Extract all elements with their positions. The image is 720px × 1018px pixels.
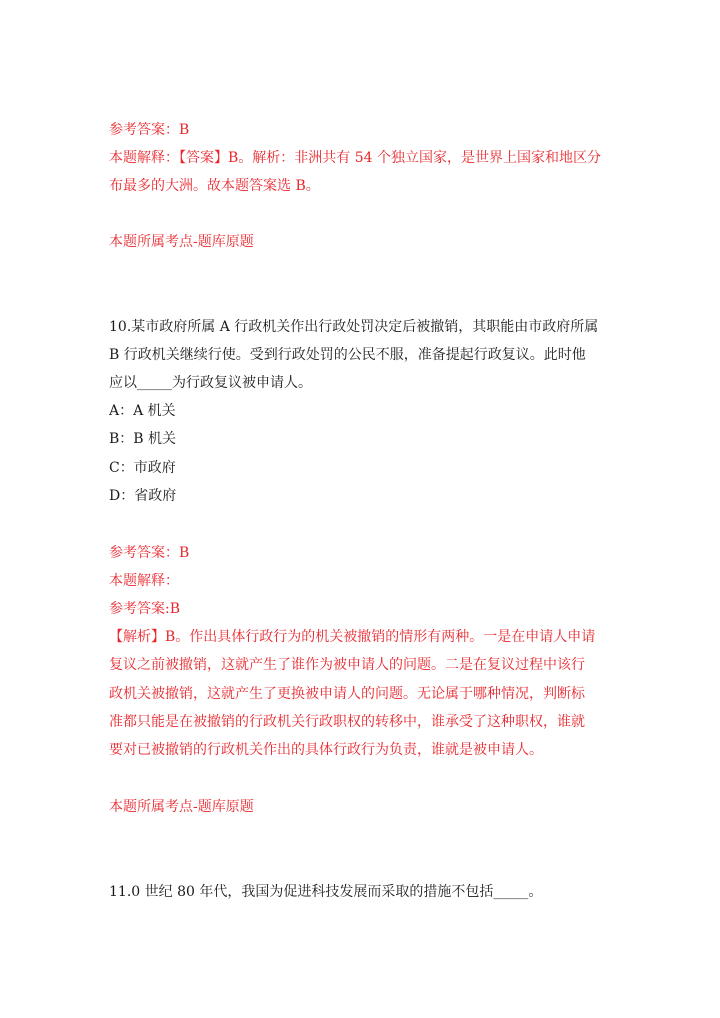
q10-option-a: A：A 机关 [109, 403, 176, 419]
q11-stem-line-1: 11.0 世纪 80 年代，我国为促进科技发展而采取的措施不包括_____。 [109, 884, 543, 900]
q10-source-tag: 本题所属考点-题库原题 [109, 799, 254, 815]
q10-analysis-line-4: 准都只能是在被撤销的行政机关行政职权的转移中，谁承受了这种职权，谁就 [109, 714, 585, 730]
q10-option-c: C：市政府 [109, 460, 176, 476]
q10-stem-line-2: B 行政机关继续行使。受到行政处罚的公民不服，准备提起行政复议。此时他 [109, 347, 586, 363]
q10-answer: 参考答案：B [109, 545, 190, 561]
q10-analysis-line-3: 政机关被撤销，这就产生了更换被申请人的问题。无论属于哪种情况，判断标 [109, 686, 585, 702]
q10-option-b: B：B 机关 [109, 431, 177, 447]
q9-answer: 参考答案：B [109, 122, 190, 138]
q10-analysis-line-1: 【解析】B。作出具体行政行为的机关被撤销的情形有两种。一是在申请人申请 [109, 629, 596, 645]
q10-option-d: D：省政府 [109, 488, 177, 504]
q9-source-tag: 本题所属考点-题库原题 [109, 234, 254, 250]
q10-stem-line-1: 10.某市政府所属 A 行政机关作出行政处罚决定后被撤销，其职能由市政府所属 [109, 319, 599, 335]
q9-explanation-line-2: 布最多的大洲。故本题答案选 B。 [109, 178, 320, 194]
q10-analysis-line-2: 复议之前被撤销，这就产生了谁作为被申请人的问题。二是在复议过程中该行 [109, 657, 585, 673]
q10-answer-repeat: 参考答案:B [109, 601, 181, 617]
q10-stem-line-3: 应以_____为行政复议被申请人。 [109, 375, 312, 391]
q10-analysis-line-5: 要对已被撤销的行政机关作出的具体行政行为负责，谁就是被申请人。 [109, 742, 543, 758]
q9-explanation-line-1: 本题解释：【答案】B。解析：非洲共有 54 个独立国家，是世界上国家和地区分 [109, 150, 602, 166]
q10-explanation-label: 本题解释： [109, 573, 179, 589]
